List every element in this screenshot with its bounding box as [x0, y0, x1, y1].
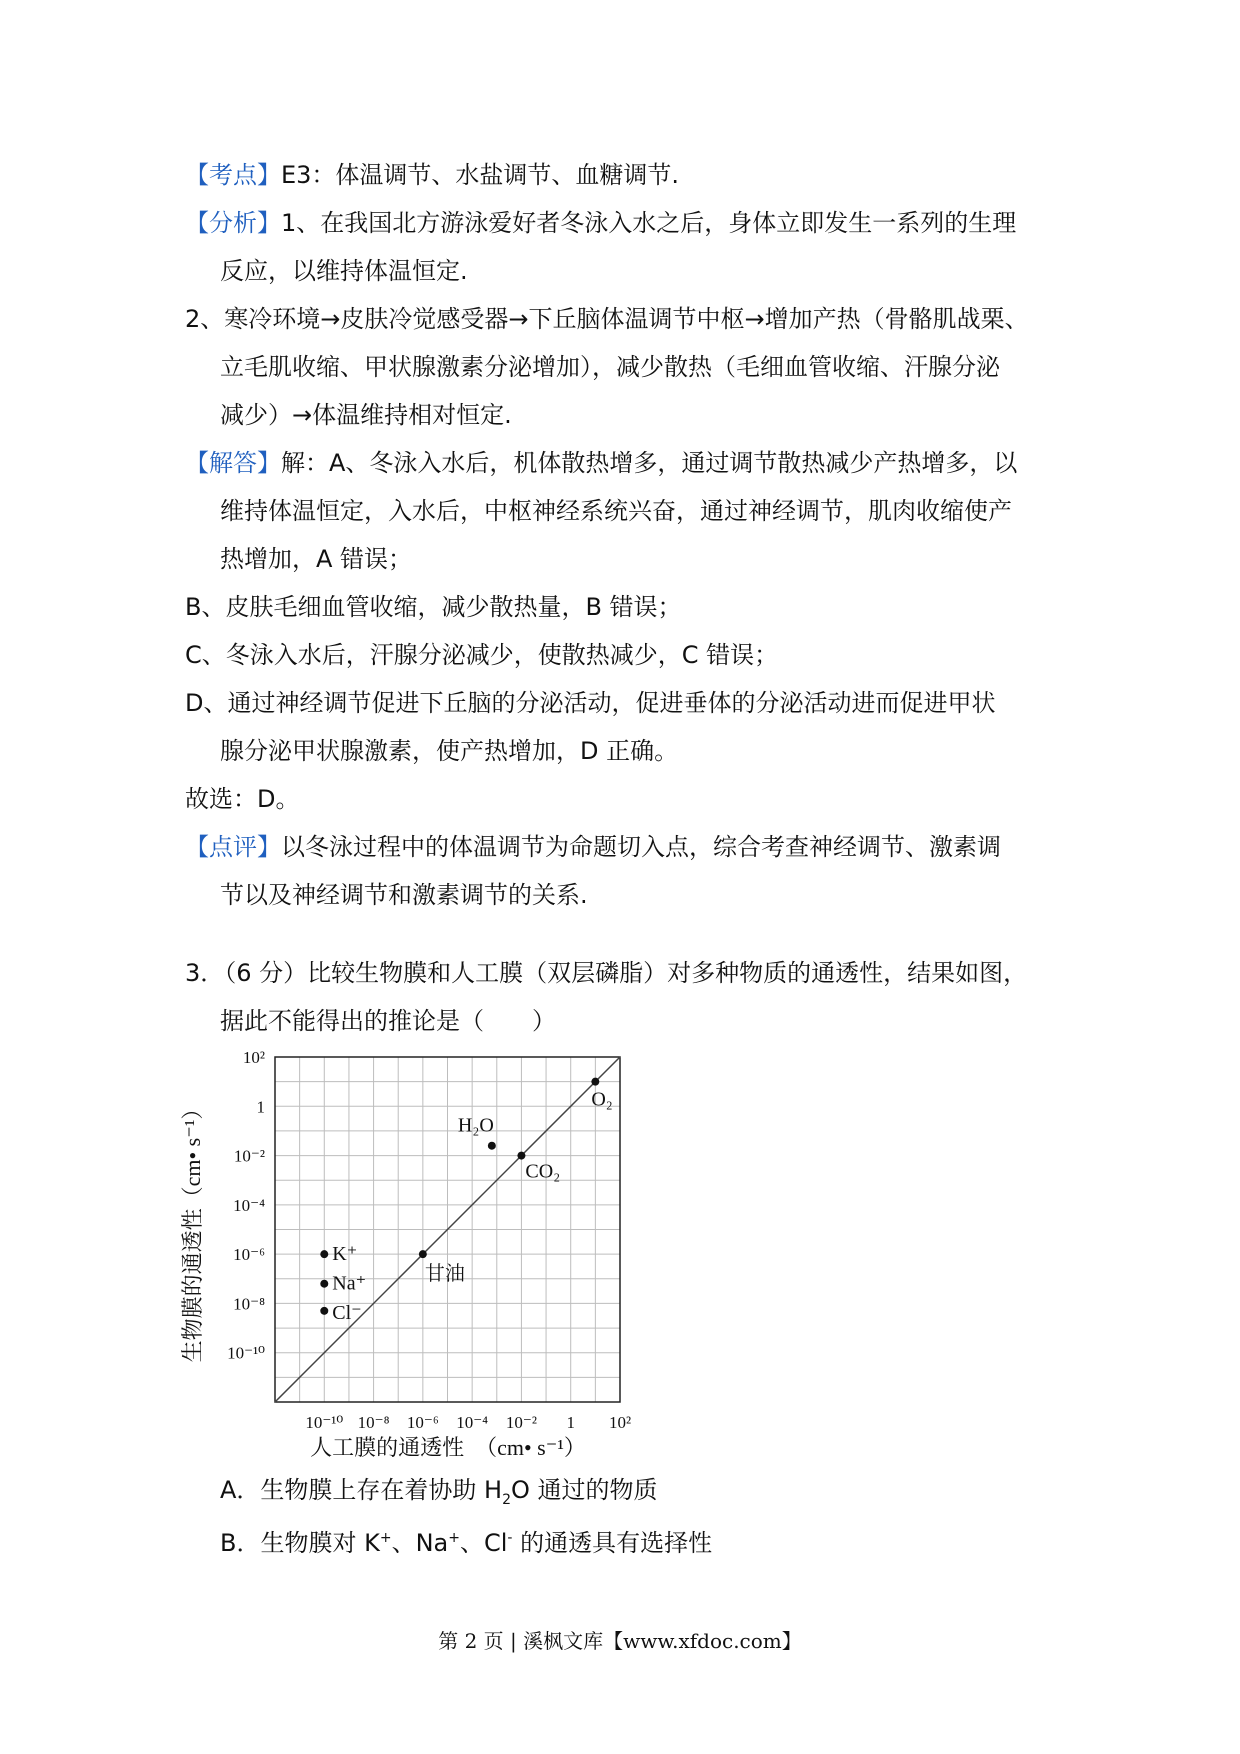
data-point [320, 1307, 328, 1315]
permeability-chart [180, 1045, 660, 1465]
x-tick-label: 10⁻⁸ [357, 1413, 390, 1432]
kaodian-tag: 【考点】 [185, 161, 281, 189]
data-point-label: H₂O [457, 1114, 494, 1137]
data-points [320, 1078, 612, 1324]
data-point-label: K⁺ [332, 1243, 358, 1266]
y-tick-labels [227, 1048, 265, 1363]
item2-line-1: 2、寒冷环境→皮肤冷觉感受器→下丘脑体温调节中枢→增加产热（骨骼肌战栗、 [185, 305, 1029, 333]
x-tick-label: 10⁻⁶ [406, 1413, 439, 1432]
fenxi-line [185, 208, 1016, 238]
option-b-text: B．生物膜对 K [220, 1529, 380, 1557]
option-c-analysis: C、冬泳入水后，汗腺分泌减少，使散热减少，C 错误； [185, 641, 779, 669]
option-d-analysis-1: D、通过神经调节促进下丘脑的分泌活动，促进垂体的分泌活动进而促进甲状 [185, 689, 996, 717]
data-point [591, 1078, 599, 1086]
option-b-text-na: 、Na [391, 1529, 449, 1557]
jieda-line [185, 448, 1017, 478]
item2-line-3: 减少）→体温维持相对恒定. [220, 401, 512, 429]
fenxi-tag: 【分析】 [185, 209, 281, 237]
data-point-label: O₂ [591, 1088, 613, 1111]
option-a-text-end: O 通过的物质 [511, 1476, 658, 1504]
option-b-analysis: B、皮肤毛细血管收缩，减少散热量，B 错误； [185, 593, 682, 621]
data-point [320, 1280, 328, 1288]
kaodian-text: E3：体温调节、水盐调节、血糖调节. [281, 161, 680, 189]
y-tick-label: 10⁻⁸ [233, 1294, 265, 1314]
x-tick-label: 10⁻⁴ [456, 1413, 489, 1432]
data-point-label: CO₂ [525, 1160, 561, 1183]
option-b-sup-cl: - [507, 1530, 513, 1546]
fenxi-text: 1、在我国北方游泳爱好者冬泳入水之后，身体立即发生一系列的生理 [281, 209, 1017, 237]
data-point [419, 1250, 427, 1258]
y-axis-label: 生物膜的通透性（cm• s⁻¹） [180, 1097, 205, 1363]
data-point-label: Na⁺ [332, 1272, 367, 1295]
option-a[interactable] [220, 1475, 658, 1515]
dianping-tag: 【点评】 [185, 833, 281, 861]
option-b-sup-k: + [379, 1530, 392, 1546]
dianping-line [185, 832, 1001, 862]
x-tick-label: 10⁻¹⁰ [305, 1413, 344, 1432]
kaodian-line [185, 160, 679, 190]
answer-line: 故选：D。 [185, 785, 300, 813]
x-tick-label: 1 [566, 1413, 575, 1432]
option-b-text-cl: 、Cl [459, 1529, 508, 1557]
x-tick-labels [305, 1413, 631, 1432]
data-point-label: Cl⁻ [332, 1301, 362, 1324]
option-a-sub: 2 [502, 1491, 512, 1508]
x-axis-label: 人工膜的通透性 （cm• s⁻¹） [310, 1435, 586, 1460]
y-tick-label: 10⁻² [233, 1146, 265, 1166]
jieda-line-2: 维持体温恒定，入水后，中枢神经系统兴奋，通过神经调节，肌肉收缩使产 [220, 497, 1012, 525]
y-tick-label: 1 [256, 1097, 265, 1117]
dianping-line-2: 节以及神经调节和激素调节的关系. [220, 881, 588, 909]
x-tick-label: 10⁻² [505, 1413, 537, 1432]
item2-line-2: 立毛肌收缩、甲状腺激素分泌增加），减少散热（毛细血管收缩、汗腺分泌 [220, 353, 1000, 381]
y-tick-label: 10² [242, 1048, 265, 1067]
data-point-label: 甘油 [424, 1263, 465, 1286]
option-a-text: A．生物膜上存在着协助 H [220, 1476, 503, 1504]
jieda-text: 解：A、冬泳入水后，机体散热增多，通过调节散热减少产热增多，以 [281, 449, 1018, 477]
fenxi-line-2: 反应，以维持体温恒定. [220, 257, 468, 285]
option-b-text-end: 的通透具有选择性 [512, 1529, 713, 1557]
y-tick-label: 10⁻⁶ [233, 1245, 265, 1265]
data-point [320, 1250, 328, 1258]
page-footer: 第 2 页 | 溪枫文库【www.xfdoc.com】 [438, 1629, 802, 1653]
option-b[interactable] [220, 1523, 712, 1558]
option-b-sup-na: + [448, 1530, 460, 1546]
y-tick-label: 10⁻⁴ [233, 1195, 265, 1215]
question3-stem-1: 3．（6 分）比较生物膜和人工膜（双层磷脂）对多种物质的通透性，结果如图， [185, 959, 1028, 987]
dianping-text: 以冬泳过程中的体温调节为命题切入点，综合考查神经调节、激素调 [281, 833, 1001, 861]
jieda-tag: 【解答】 [185, 449, 281, 477]
question3-stem-2: 据此不能得出的推论是（ ） [220, 1007, 556, 1035]
y-tick-label: 10⁻¹⁰ [227, 1343, 265, 1363]
x-tick-label: 10² [608, 1413, 632, 1432]
option-d-analysis-2: 腺分泌甲状腺激素，使产热增加，D 正确。 [220, 737, 679, 765]
jieda-line-3: 热增加，A 错误； [220, 545, 413, 573]
data-point [517, 1152, 525, 1160]
data-point [488, 1142, 496, 1150]
